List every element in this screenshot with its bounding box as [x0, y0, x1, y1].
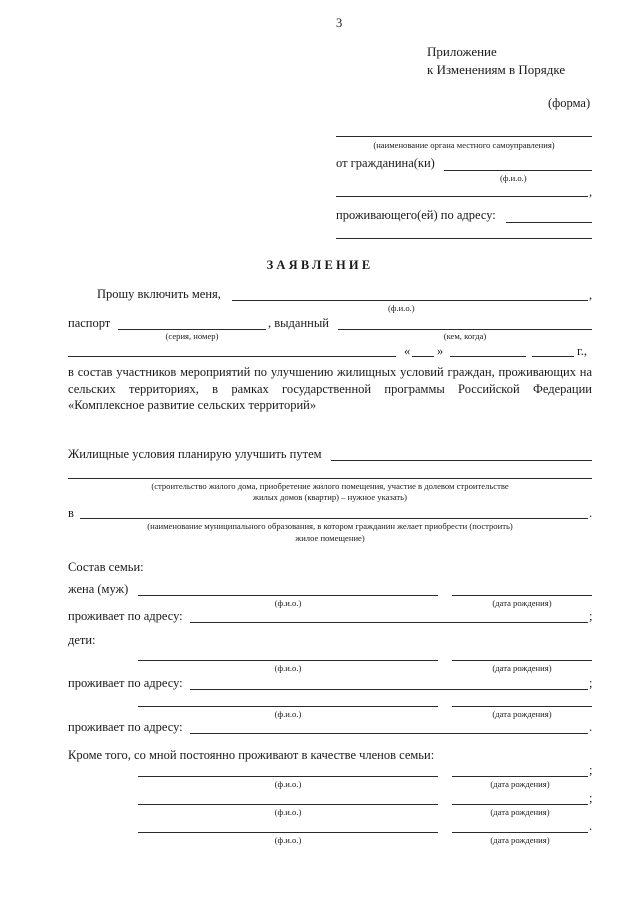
authority-name-line[interactable] — [336, 136, 592, 137]
spouse-label: жена (муж) — [68, 582, 129, 596]
other2-birth-caption: (дата рождения) — [490, 807, 550, 817]
municipality-dot: . — [589, 506, 593, 520]
improvement-method-line[interactable] — [331, 460, 592, 461]
child1-fio-caption: (ф.и.о.) — [274, 663, 302, 673]
passport-series-line[interactable] — [118, 329, 266, 330]
spouse-birth-line[interactable] — [452, 595, 592, 596]
spouse-fio-caption: (ф.и.о.) — [274, 598, 302, 608]
other3-name-line[interactable] — [138, 832, 438, 833]
date-open-quote: « — [404, 344, 411, 358]
child2-address-label: проживает по адресу: — [68, 720, 183, 734]
municipality-caption-2: жилое помещение) — [295, 533, 365, 543]
child2-name-line[interactable] — [138, 706, 438, 707]
residing-address-line-2[interactable] — [336, 238, 592, 239]
other1-birth-line[interactable] — [452, 776, 588, 777]
child2-fio-caption: (ф.и.о.) — [274, 709, 302, 719]
semicolon: ; — [589, 763, 593, 777]
issuer-caption: (кем, когда) — [443, 331, 487, 341]
other-members-label: Кроме того, со мной постоянно проживают в качестве членов семьи: — [68, 748, 435, 762]
child2-address-line[interactable] — [190, 733, 588, 734]
spouse-name-line[interactable] — [138, 595, 438, 596]
other3-birth-line[interactable] — [452, 832, 588, 833]
in-label: в — [68, 506, 74, 520]
child1-birth-line[interactable] — [452, 660, 592, 661]
request-comma: , — [589, 288, 593, 302]
improvement-label: Жилищные условия планирую улучшить путем — [68, 447, 322, 461]
request-label: Прошу включить меня, — [97, 287, 221, 301]
residing-address-line[interactable] — [506, 222, 592, 223]
other1-birth-caption: (дата рождения) — [490, 779, 550, 789]
child2-birth-line[interactable] — [452, 706, 592, 707]
form-label: (форма) — [548, 96, 591, 110]
semicolon: ; — [589, 791, 593, 805]
other1-name-line[interactable] — [138, 776, 438, 777]
passport-label: паспорт — [68, 316, 111, 330]
other1-fio-caption: (ф.и.о.) — [274, 779, 302, 789]
spouse-birth-caption: (дата рождения) — [492, 598, 552, 608]
residing-label: проживающего(ей) по адресу: — [336, 208, 496, 222]
municipality-caption-1: (наименование муниципального образования, в котором гражданин желает приобрести (построить) — [147, 521, 513, 531]
child1-birth-caption: (дата рождения) — [492, 663, 552, 673]
date-close-quote: » — [437, 344, 444, 358]
statement-title: ЗАЯВЛЕНИЕ — [266, 258, 374, 272]
other2-name-line[interactable] — [138, 804, 438, 805]
child1-name-line[interactable] — [138, 660, 438, 661]
child1-address-label: проживает по адресу: — [68, 676, 183, 690]
child1-address-line[interactable] — [190, 689, 588, 690]
improvement-caption-2: жилых домов (квартир) – нужное указать) — [253, 492, 407, 502]
authority-caption: (наименование органа местного самоуправления) — [373, 140, 555, 150]
appendix-title: Приложение — [427, 44, 497, 59]
municipality-line[interactable] — [80, 518, 588, 519]
page-number: 3 — [336, 16, 343, 30]
year-suffix: г., — [577, 344, 587, 358]
spouse-address-line[interactable] — [190, 622, 588, 623]
from-citizen-label: от гражданина(ки) — [336, 156, 435, 170]
applicant-fio-caption: (ф.и.о.) — [388, 303, 415, 313]
passport-issuer-line[interactable] — [338, 329, 592, 330]
issued-label: , выданный — [268, 316, 329, 330]
date-month-line[interactable] — [450, 356, 526, 357]
child2-birth-caption: (дата рождения) — [492, 709, 552, 719]
other2-birth-line[interactable] — [452, 804, 588, 805]
comma: , — [589, 185, 593, 199]
improvement-method-line-2[interactable] — [68, 478, 592, 479]
date-day-line[interactable] — [412, 356, 434, 357]
passport-issuer-line-2[interactable] — [68, 356, 396, 357]
appendix-subtitle: к Изменениям в Порядке — [427, 62, 566, 77]
other3-birth-caption: (дата рождения) — [490, 835, 550, 845]
other3-fio-caption: (ф.и.о.) — [274, 835, 302, 845]
family-dot: . — [589, 720, 593, 734]
semicolon: ; — [589, 676, 593, 690]
applicant-name-line[interactable] — [232, 300, 588, 301]
semicolon: ; — [589, 609, 593, 623]
citizen-name-line-2[interactable] — [336, 196, 588, 197]
other2-fio-caption: (ф.и.о.) — [274, 807, 302, 817]
improvement-caption-1: (строительство жилого дома, приобретение жилого помещения, участие в долевом строительстве — [151, 481, 509, 491]
request-paragraph: в состав участников мероприятий по улучшению жилищных условий граждан, проживающих на сельских территориях, в рамках государственной программы Российской Федерации «Комплексное развитие сельских территорий» — [68, 365, 592, 412]
family-heading: Состав семьи: — [68, 560, 144, 574]
other-dot: . — [589, 819, 593, 833]
date-year-line[interactable] — [532, 356, 574, 357]
series-caption: (серия, номер) — [165, 331, 219, 341]
spouse-address-label: проживает по адресу: — [68, 609, 183, 623]
citizen-name-line[interactable] — [444, 170, 592, 171]
children-label: дети: — [68, 633, 96, 647]
citizen-fio-caption: (ф.и.о.) — [500, 173, 527, 183]
